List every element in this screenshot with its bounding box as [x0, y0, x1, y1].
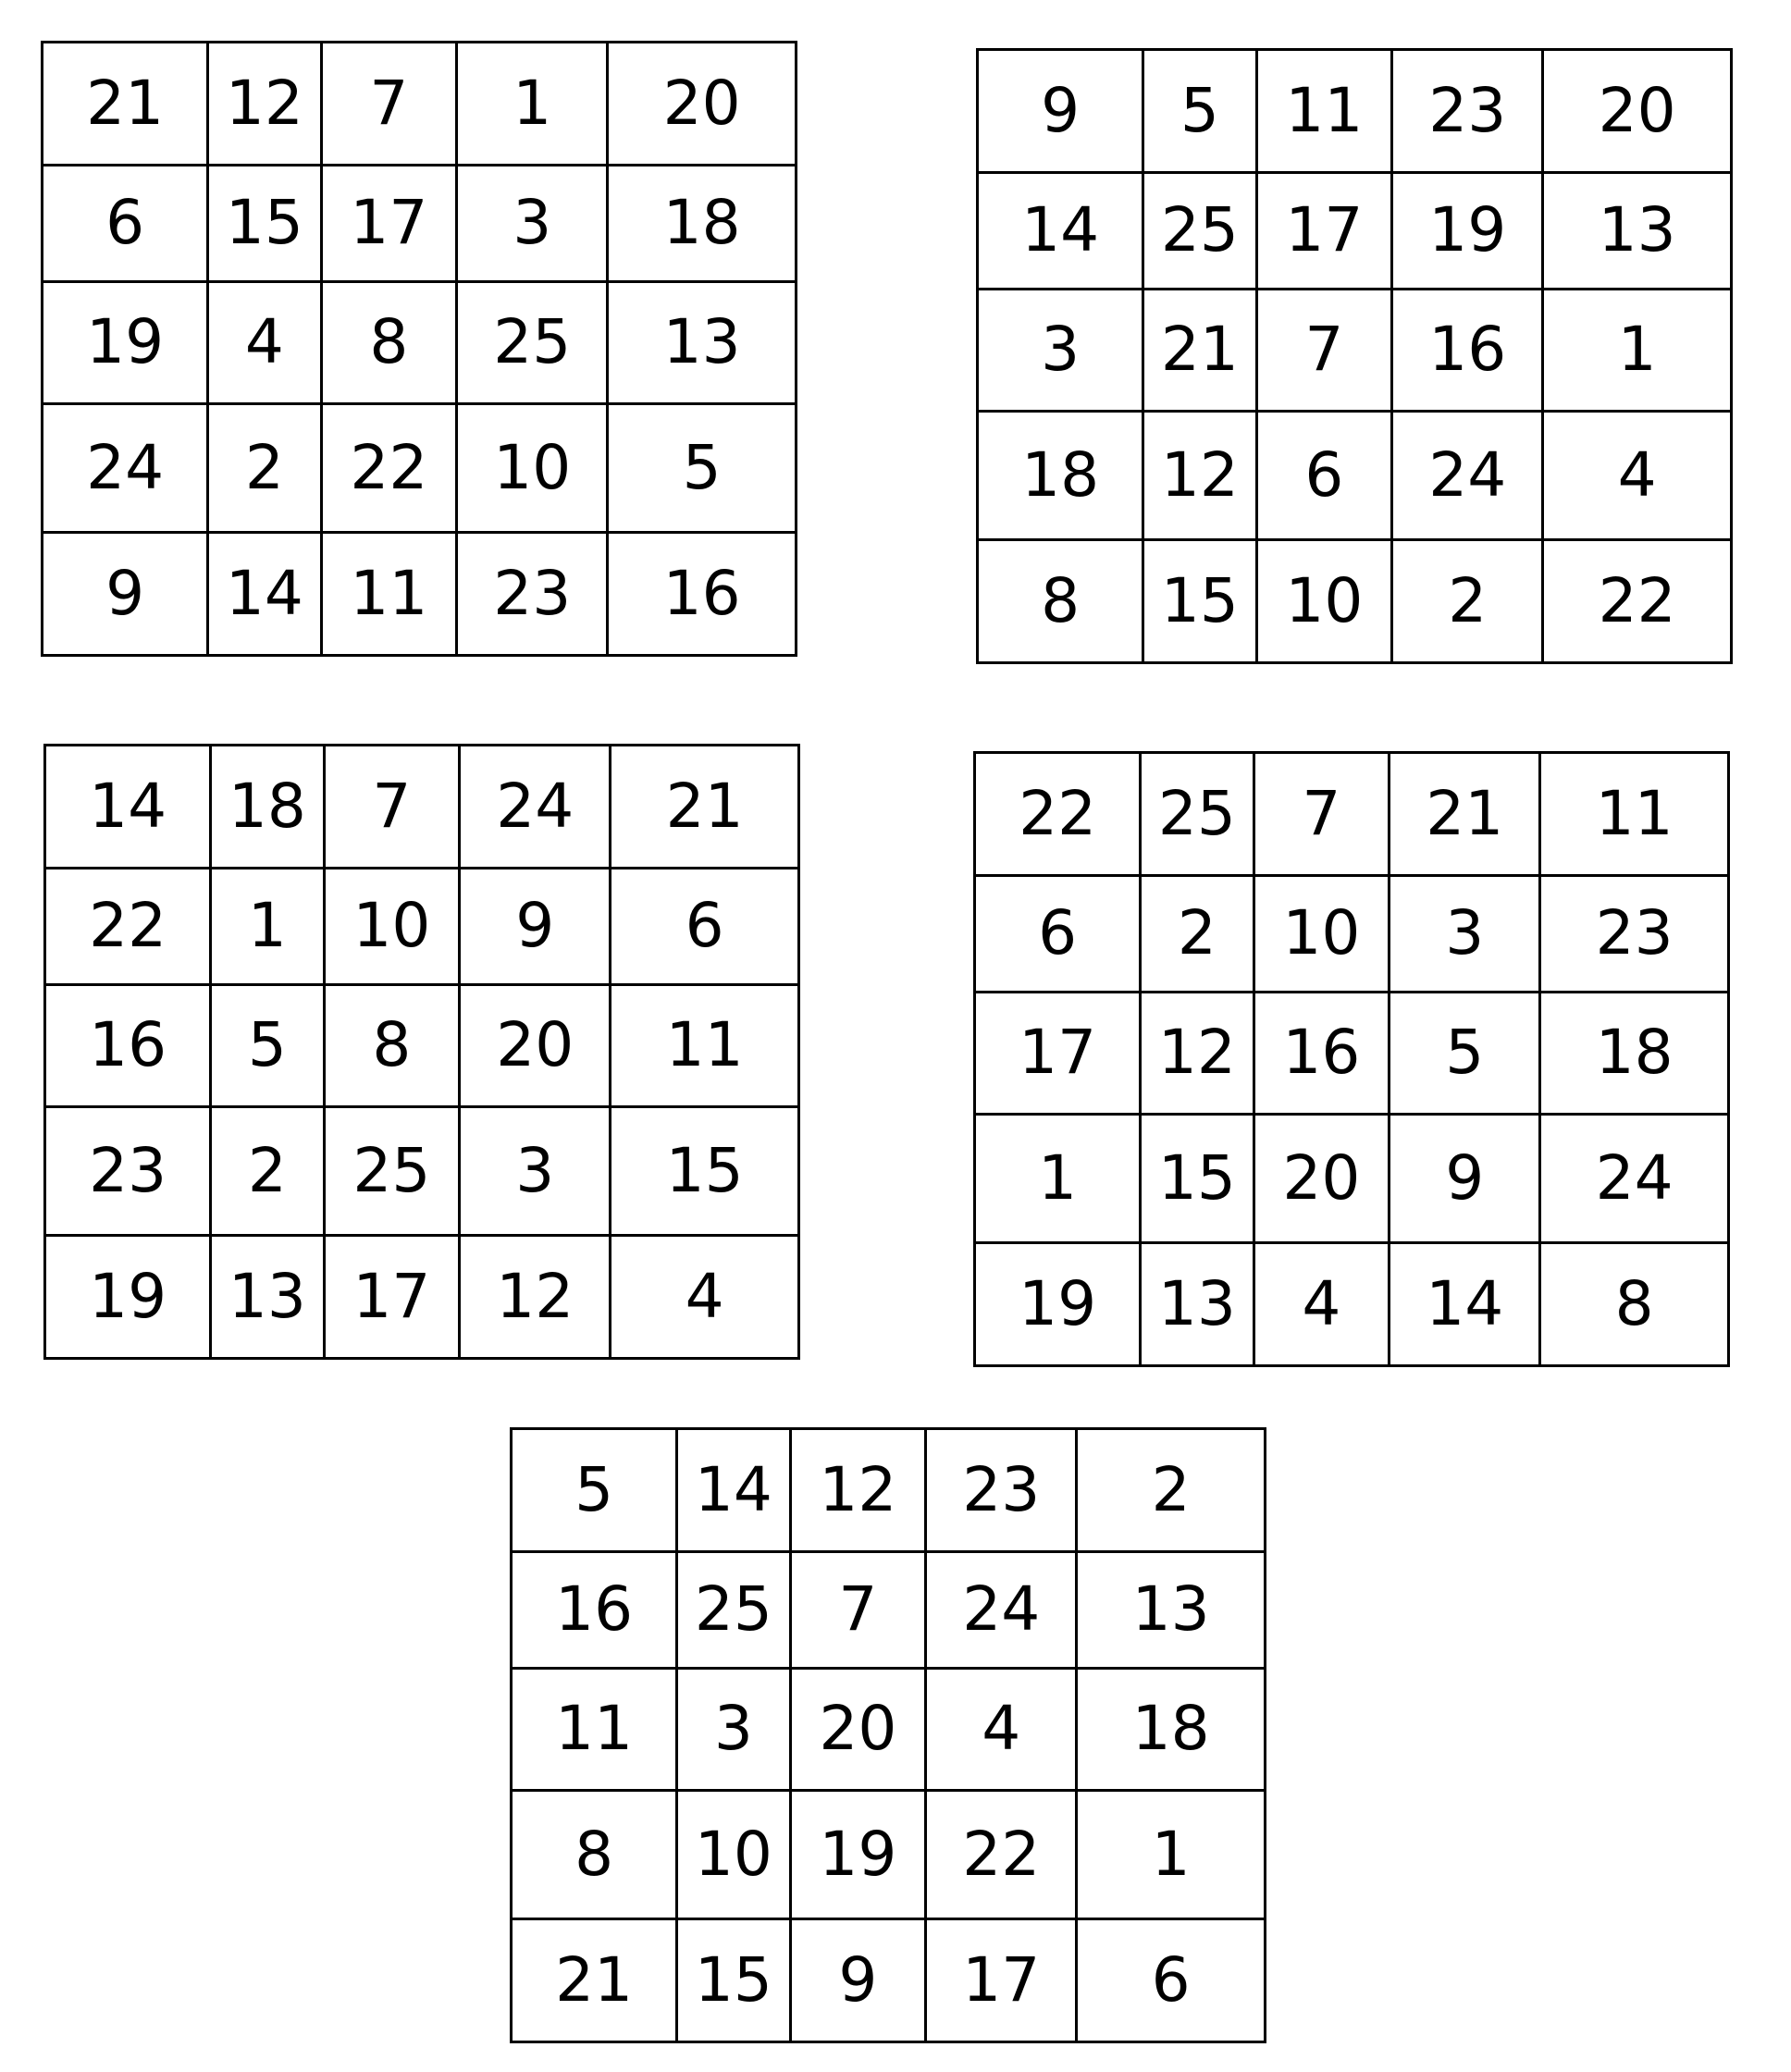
grid-cell: 25: [458, 283, 609, 406]
grid-cell: 21: [611, 746, 800, 870]
grid-cell: 11: [1258, 51, 1394, 174]
grid-cell: 25: [1144, 174, 1257, 290]
grid-cell: 1: [1544, 290, 1733, 413]
grid-cell: 22: [323, 405, 459, 534]
grid-cell: 12: [461, 1237, 611, 1360]
grid-cell: 13: [1544, 174, 1733, 290]
grid-cell: 20: [461, 986, 611, 1109]
grid-cell: 18: [609, 166, 797, 283]
grid-cell: 23: [1393, 51, 1544, 174]
grid-cell: 15: [1142, 1116, 1254, 1244]
grid-cell: 16: [609, 534, 797, 657]
grid-cell: 4: [1544, 413, 1733, 541]
grid-cell: 22: [927, 1792, 1078, 1920]
grid-cell: 6: [43, 166, 209, 283]
grid-cell: 9: [979, 51, 1144, 174]
grid-cell: 24: [43, 405, 209, 534]
grid-cell: 3: [678, 1670, 791, 1793]
grid-cell: 23: [46, 1108, 212, 1237]
grid-cell: 10: [458, 405, 609, 534]
number-grid-3: [43, 744, 800, 1360]
grid-cell: 21: [43, 43, 209, 166]
grid-cell: 17: [326, 1237, 462, 1360]
grid-cell: 11: [611, 986, 800, 1109]
grid-cell: 23: [927, 1430, 1078, 1553]
grid-cell: 19: [46, 1237, 212, 1360]
grid-cell: 23: [458, 534, 609, 657]
grid-cell: 15: [611, 1108, 800, 1237]
grid-cell: 2: [1078, 1430, 1266, 1553]
grid-cell: 10: [678, 1792, 791, 1920]
grid-cell: 4: [1255, 1244, 1391, 1367]
grid-cell: 4: [611, 1237, 800, 1360]
grid-cell: 5: [513, 1430, 678, 1553]
grid-cell: 16: [46, 986, 212, 1109]
grid-cell: 10: [1258, 541, 1394, 664]
number-grid-4: [973, 751, 1730, 1367]
grid-cell: 19: [792, 1792, 928, 1920]
grid-cell: 14: [678, 1430, 791, 1553]
grid-cell: 19: [43, 283, 209, 406]
grid-cell: 4: [209, 283, 322, 406]
grid-cell: 25: [326, 1108, 462, 1237]
grid-cell: 20: [792, 1670, 928, 1793]
grid-cell: 1: [458, 43, 609, 166]
grid-cell: 14: [1390, 1244, 1541, 1367]
number-grid-2: [976, 48, 1733, 664]
grid-cell: 14: [46, 746, 212, 870]
grid-cell: 21: [513, 1920, 678, 2043]
grid-cell: 13: [212, 1237, 325, 1360]
grid-cell: 24: [1393, 413, 1544, 541]
grid-cell: 21: [1144, 290, 1257, 413]
grid-cell: 17: [323, 166, 459, 283]
grid-cell: 22: [976, 754, 1142, 877]
grid-cell: 12: [1142, 993, 1254, 1116]
grid-cell: 2: [1142, 877, 1254, 993]
grid-cell: 14: [209, 534, 322, 657]
grid-cell: 13: [1142, 1244, 1254, 1367]
grid-cell: 1: [212, 870, 325, 986]
number-grid-1: [41, 41, 797, 657]
grid-cell: 22: [1544, 541, 1733, 664]
grid-cell: 5: [609, 405, 797, 534]
grid-cell: 8: [513, 1792, 678, 1920]
grid-cell: 16: [1393, 290, 1544, 413]
grid-cell: 5: [1144, 51, 1257, 174]
grid-cell: 8: [979, 541, 1144, 664]
grid-cell: 21: [1390, 754, 1541, 877]
grid-cell: 18: [979, 413, 1144, 541]
grid-cell: 25: [678, 1553, 791, 1670]
grid-cell: 22: [46, 870, 212, 986]
grid-cell: 20: [1255, 1116, 1391, 1244]
grid-cell: 5: [212, 986, 325, 1109]
grid-cell: 15: [1144, 541, 1257, 664]
grid-cell: 6: [976, 877, 1142, 993]
grid-cell: 15: [678, 1920, 791, 2043]
grid-cell: 10: [326, 870, 462, 986]
grid-cell: 15: [209, 166, 322, 283]
grid-cell: 3: [1390, 877, 1541, 993]
grid-cell: 3: [458, 166, 609, 283]
grid-cell: 20: [1544, 51, 1733, 174]
grid-cell: 9: [792, 1920, 928, 2043]
grid-cell: 6: [1078, 1920, 1266, 2043]
grid-cell: 5: [1390, 993, 1541, 1116]
grid-cell: 19: [976, 1244, 1142, 1367]
grid-cell: 12: [1144, 413, 1257, 541]
grid-cell: 7: [792, 1553, 928, 1670]
grid-cell: 10: [1255, 877, 1391, 993]
grid-cell: 20: [609, 43, 797, 166]
grid-cell: 24: [927, 1553, 1078, 1670]
grid-cell: 2: [209, 405, 322, 534]
grid-cell: 19: [1393, 174, 1544, 290]
grid-cell: 18: [212, 746, 325, 870]
grid-cell: 18: [1541, 993, 1730, 1116]
grid-cell: 8: [326, 986, 462, 1109]
grid-cell: 7: [1258, 290, 1394, 413]
grid-cell: 9: [461, 870, 611, 986]
grid-cell: 12: [209, 43, 322, 166]
grid-cell: 24: [1541, 1116, 1730, 1244]
grid-cell: 11: [1541, 754, 1730, 877]
grid-cell: 1: [1078, 1792, 1266, 1920]
grid-cell: 7: [326, 746, 462, 870]
grid-cell: 17: [927, 1920, 1078, 2043]
grid-cell: 12: [792, 1430, 928, 1553]
grid-cell: 16: [1255, 993, 1391, 1116]
grid-cell: 2: [1393, 541, 1544, 664]
grid-cell: 9: [1390, 1116, 1541, 1244]
grid-cell: 8: [1541, 1244, 1730, 1367]
grid-cell: 13: [609, 283, 797, 406]
grid-cell: 1: [976, 1116, 1142, 1244]
grid-cell: 4: [927, 1670, 1078, 1793]
grid-cell: 25: [1142, 754, 1254, 877]
grid-cell: 7: [1255, 754, 1391, 877]
grid-cell: 17: [976, 993, 1142, 1116]
grid-cell: 13: [1078, 1553, 1266, 1670]
grid-cell: 3: [461, 1108, 611, 1237]
grid-cell: 7: [323, 43, 459, 166]
grid-cell: 16: [513, 1553, 678, 1670]
grid-cell: 23: [1541, 877, 1730, 993]
grid-cell: 14: [979, 174, 1144, 290]
grid-cell: 24: [461, 746, 611, 870]
grid-cell: 6: [1258, 413, 1394, 541]
grid-cell: 8: [323, 283, 459, 406]
grid-cell: 9: [43, 534, 209, 657]
grid-cell: 17: [1258, 174, 1394, 290]
number-grid-5: [510, 1427, 1266, 2043]
grid-cell: 3: [979, 290, 1144, 413]
grid-cell: 18: [1078, 1670, 1266, 1793]
grid-cell: 11: [513, 1670, 678, 1793]
grid-cell: 2: [212, 1108, 325, 1237]
grid-cell: 11: [323, 534, 459, 657]
grid-cell: 6: [611, 870, 800, 986]
